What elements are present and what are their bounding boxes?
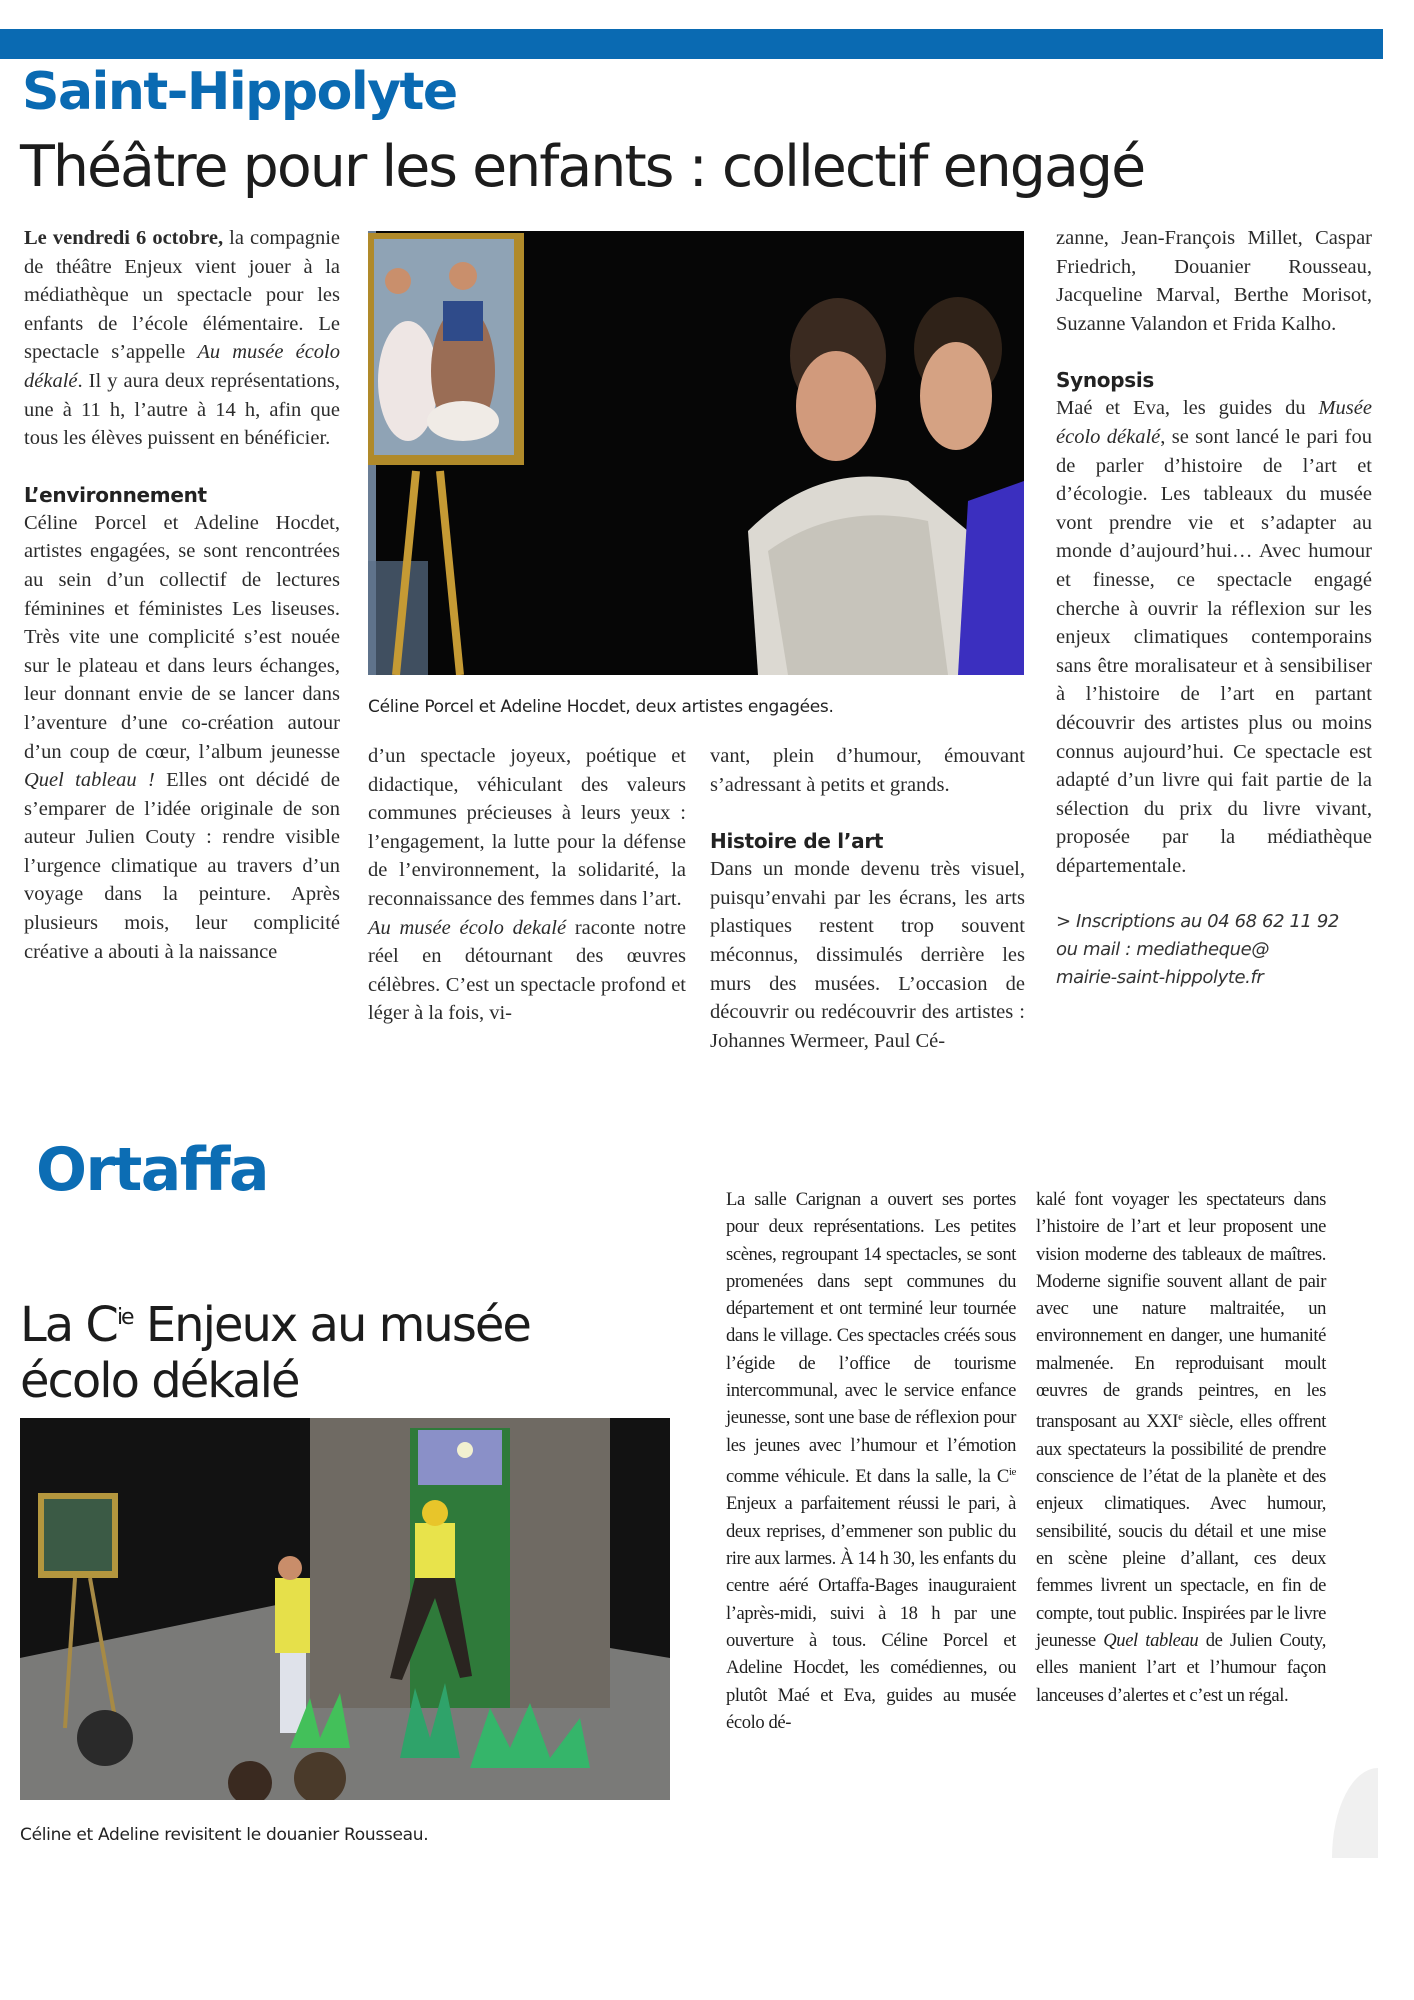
- subhead-environnement: L’environnement: [24, 482, 207, 507]
- contact-phone: > Inscriptions au 04 68 62 11 92: [1056, 911, 1339, 933]
- env-paragraph: [24, 509, 340, 967]
- article1-column-1: [24, 224, 340, 966]
- article1-column-2: [368, 742, 686, 1028]
- a2-col1-text: La salle Carignan a ouvert ses portes pour deux représentations. Les petites scènes, regroupant 14 spectacles, se sont promenées dans sept communes du département et ont terminé leur tournée dans le village. Ces spectacles créés sous l’égide de l’office de tourisme intercommunal, avec le service enfance jeunesse, sont une base de réflexion pour les jeunes avec l’humour et l’émotion comme véhicule. Et dans la salle, la C: [726, 1189, 1016, 1488]
- intro-date: Le vendredi 6 octobre,: [24, 227, 224, 249]
- photo-artists-painting: [368, 231, 1024, 675]
- museum-title: Musée écolo dékalé: [1056, 397, 1372, 448]
- photo-illustration: [368, 231, 1024, 675]
- headline-part-2: Enjeux au musée: [132, 1297, 530, 1353]
- a2-col2-text-2: siècle, elles offrent aux spectateurs la possibilité de prendre conscience de l’état de la planète et des enjeux climatiques. Avec humour, sensibilité, soucis du détail et une mise en scène pleine d’allant, ces deux femmes livrent un spectacle, en fin de compte, tout public. Inspirées par le livre jeunesse: [1036, 1411, 1326, 1651]
- intro-text: la compagnie de théâtre Enjeux vient jouer à la médiathèque un spectacle pour les enfants de l’école élémentaire. Le spectacle s’appelle: [24, 227, 340, 364]
- section-title-saint-hippolyte: Saint-Hippolyte: [22, 62, 457, 122]
- article2-headline: [20, 1290, 530, 1409]
- a2-col1-paragraph: [726, 1186, 1016, 1736]
- col2-paragraph: [368, 742, 686, 914]
- photo-caption-1: Céline Porcel et Adeline Hocdet, deux artistes engagées.: [368, 697, 834, 717]
- article2-column-2: [1036, 1186, 1326, 1709]
- a2-col1-sup: ie: [1008, 1465, 1016, 1478]
- headline-sup: ie: [116, 1305, 133, 1330]
- a2-book-title: Quel tableau: [1103, 1629, 1199, 1651]
- col2-text-2: raconte notre réel en détournant des œuvres célèbres. C’est un spectacle profond et léger à la fois, vi-: [368, 916, 686, 1025]
- article1-headline: Théâtre pour les enfants : collectif engagé: [20, 134, 1145, 200]
- show-title-2: Au musée écolo dekalé: [368, 916, 567, 939]
- col2-text: d’un spectacle joyeux, poétique et didactique, véhiculant des valeurs communes précieuses à leurs yeux : l’engagement, la lutte pour la défense de l’environnement, la solidarité, la reconnaissance des femmes dans l’art.: [368, 745, 686, 910]
- a2-col1-text-2: Enjeux a parfaitement réussi le pari, à deux reprises, d’emmener son public du rire aux larmes. À 14 h 30, les enfants du centre aéré Ortaffa-Bages inauguraient l’après-midi, suivi à 18 h par une ouverture à tous. Céline Porcel et Adeline Hocdet, les comédiennes, ou plutôt Maé et Eva, guides au musée écolo dé-: [726, 1493, 1016, 1733]
- stage-illustration: [20, 1418, 670, 1800]
- contact-mail[interactable]: ou mail : mediatheque@: [1056, 939, 1269, 961]
- article1-column-3: [710, 742, 1025, 1055]
- col2-paragraph-2: [368, 914, 686, 1028]
- a2-col2-text-3: de Julien Couty, elles manient l’art et l’humour façon lanceuses d’alertes et c’est un régal.: [1036, 1629, 1326, 1706]
- syn-text: Maé et Eva, les guides du: [1056, 397, 1319, 420]
- article2-column-1: [726, 1186, 1016, 1736]
- subhead-synopsis: Synopsis: [1056, 368, 1155, 393]
- col3-paragraph: vant, plein d’humour, émouvant s’adressant à petits et grands.: [710, 745, 1025, 796]
- section-title-ortaffa: Ortaffa: [36, 1135, 268, 1205]
- article1-column-4: [1056, 224, 1372, 992]
- a2-col2-sup: e: [1178, 1411, 1183, 1424]
- env-text-end: Elles ont décidé de s’emparer de l’idée originale de son auteur Julien Couty : rendre visible l’urgence climatique au travers d’un voyage dans la peinture. Après plusieurs mois, leur complicité créative a abouti à la naissance: [24, 769, 340, 963]
- show-title: Au musée écolo dékalé: [24, 341, 340, 392]
- photo-stage-performance: [20, 1418, 670, 1800]
- book-title: Quel tableau !: [24, 769, 155, 792]
- a2-col2-paragraph: [1036, 1186, 1326, 1709]
- page-curl-shadow: [1332, 1768, 1378, 1858]
- hist-paragraph: Dans un monde devenu très visuel, puisqu’envahi par les écrans, les arts plastiques restent trop souvent méconnus, dissimulés derrière les murs des musées. L’occasion de découvrir ou redécouvrir des artistes : Johannes Wermeer, Paul Cé-: [710, 858, 1025, 1052]
- artists-paragraph: zanne, Jean-François Millet, Caspar Friedrich, Douanier Rousseau, Jacqueline Marval, Berthe Morisot, Suzanne Valandon et Frida Kalho.: [1056, 227, 1372, 335]
- intro-text-end: . Il y aura deux représentations, une à 11 h, l’autre à 14 h, afin que tous les élèves puissent en bénéficier.: [24, 369, 340, 450]
- a2-col2-text: kalé font voyager les spectateurs dans l’histoire de l’art et leur proposent une vision moderne des tableaux de maîtres. Moderne signifie souvent allant de pair avec une nature maltraitée, un environnement en danger, une humanité malmenée. En reproduisant moult œuvres de grands peintres, en les transposant au XXI: [1036, 1189, 1326, 1433]
- headline-line-2: écolo dékalé: [20, 1353, 299, 1409]
- subhead-histoire: Histoire de l’art: [710, 829, 884, 854]
- photo-caption-2: Céline et Adeline revisitent le douanier Rousseau.: [20, 1825, 429, 1845]
- intro-paragraph: [24, 224, 340, 453]
- synopsis-paragraph: [1056, 394, 1372, 880]
- header-bar: [0, 29, 1383, 59]
- headline-part: La C: [20, 1297, 117, 1353]
- contact-mail-domain[interactable]: mairie-saint-hippolyte.fr: [1056, 967, 1264, 989]
- env-text: Céline Porcel et Adeline Hocdet, artistes engagées, se sont rencontrées au sein d’un collectif de lectures féminines et féministes Les liseuses. Très vite une complicité s’est nouée sur le plateau et dans leurs échanges, leur donnant envie de se lancer dans l’aventure d’une co-création autour d’un coup de cœur, l’album jeunesse: [24, 511, 340, 763]
- syn-text-end: , se sont lancé le pari fou de parler d’histoire de l’art et d’écologie. Les tableaux du musée vont prendre vie et s’adapter au monde d’aujourd’hui… Avec humour et finesse, ce spectacle engagé cherche à ouvrir la réflexion sur les enjeux climatiques contemporains sans être moralisateur et à sensibiliser à l’histoire de l’art en partant découvrir des artistes plus ou moins connus aujourd’hui. Ce spectacle est adapté d’un livre qui fait partie de la sélection du prix du livre vivant, proposée par la médiathèque départementale.: [1056, 425, 1373, 877]
